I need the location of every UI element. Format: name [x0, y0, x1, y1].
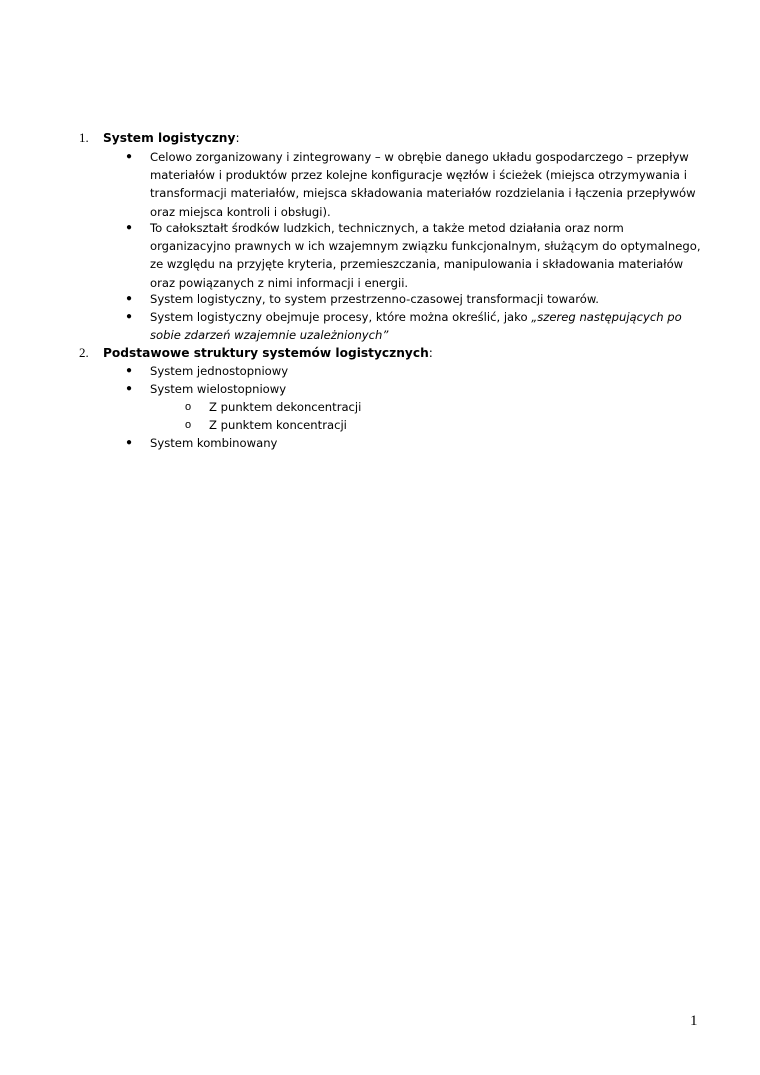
section-2-title: Podstawowe struktury systemów logistycznych	[103, 346, 429, 360]
list-item-line: System kombinowany	[150, 436, 278, 450]
page-number: 1	[690, 1013, 698, 1029]
list-item-line: System wielostopniowy	[150, 382, 287, 396]
section-1-number: 1.	[79, 130, 89, 145]
section-2-number: 2.	[79, 345, 89, 360]
bullet-icon: ●	[126, 365, 133, 376]
list-item-line: oraz powiązanych z nimi informacji i energii.	[150, 275, 409, 290]
list-item-line	[150, 308, 698, 326]
list-item-line: materiałów i produktów przez kolejne konfiguracje węzłów i ścieżek (miejsca otrzymywania i	[150, 168, 687, 183]
circle-bullet-icon: o	[185, 419, 192, 431]
bullet-icon: ●	[126, 437, 133, 448]
italic-quote-continued: sobie zdarzeń wzajemnie uzależnionych”	[150, 328, 389, 343]
section-1-title: System logistyczny	[103, 131, 236, 145]
list-item-line: organizacyjno prawnych w ich wzajemnym związku funkcjonalnym, służącym do optymalnego,	[150, 239, 701, 254]
bullet-icon: ●	[126, 383, 133, 394]
bullet-icon: ●	[126, 151, 133, 162]
section-1-colon: :	[235, 131, 240, 145]
list-item-line: Celowo zorganizowany i zintegrowany – w obrębie danego układu gospodarczego – przepływ	[150, 150, 689, 164]
list-item-line: System logistyczny, to system przestrzenno-czasowej transformacji towarów.	[150, 292, 599, 306]
list-item-line: oraz miejsca kontroli i obsługi).	[150, 204, 331, 219]
list-item-line: System jednostopniowy	[150, 364, 289, 378]
plain-text: System logistyczny obejmuje procesy, które można określić, jako	[150, 310, 532, 324]
circle-bullet-icon: o	[185, 401, 192, 413]
list-item-line: ze względu na przyjęte kryteria, przemieszczania, manipulowania i składowania materiałów	[150, 257, 684, 272]
sub-list-item-text: Z punktem koncentracji	[209, 418, 347, 432]
bullet-icon: ●	[126, 293, 133, 304]
list-item-line: transformacji materiałów, miejsca składowania materiałów rozdzielania i łączenia przepływów	[150, 186, 696, 201]
list-item-line: To całokształt środków ludzkich, technicznych, a także metod działania oraz norm	[150, 221, 624, 235]
sub-list-item-text: Z punktem dekoncentracji	[209, 400, 362, 414]
bullet-icon: ●	[126, 311, 133, 322]
bullet-icon: ●	[126, 222, 133, 233]
section-2-colon: :	[428, 346, 433, 360]
italic-quote: „szereg następujących po	[531, 310, 682, 324]
